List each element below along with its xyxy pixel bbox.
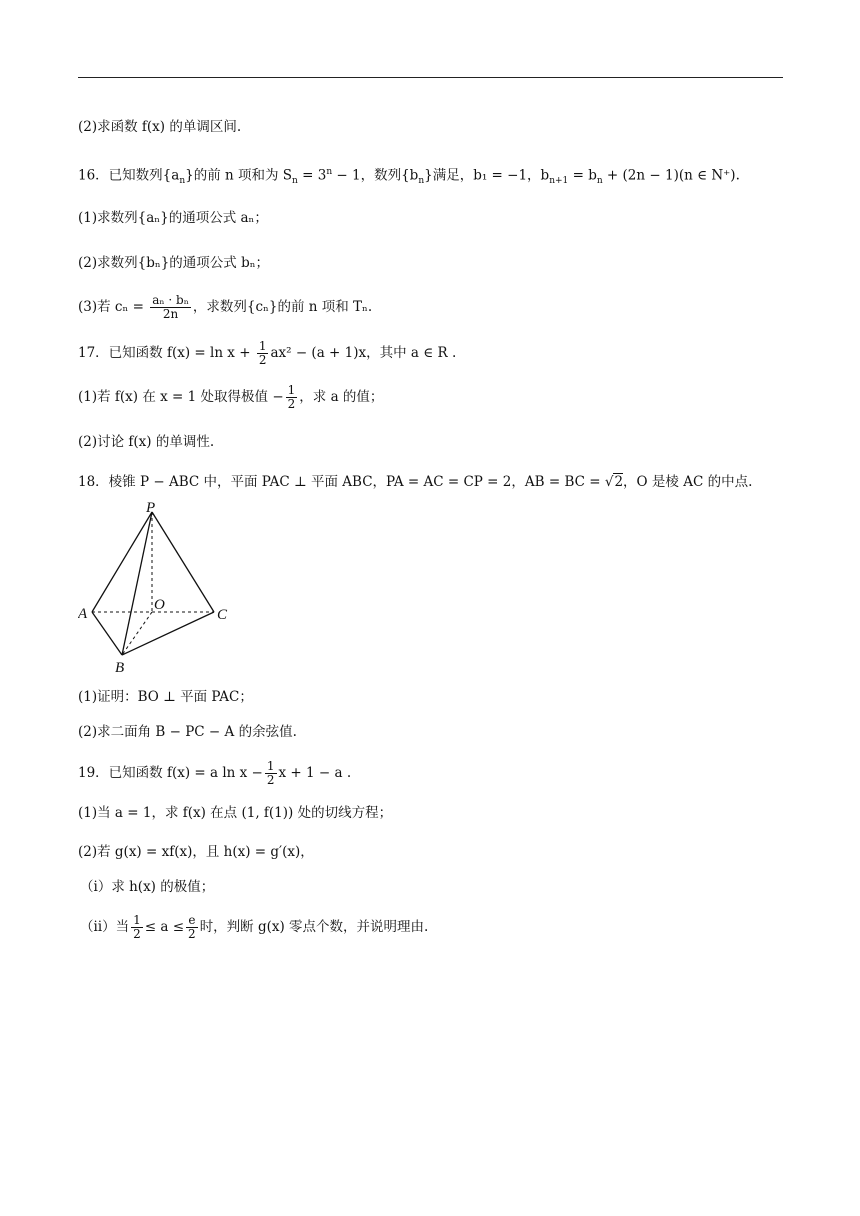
q19-fraction-1 bbox=[131, 914, 143, 941]
q19-part1: (1)当 a = 1，求 f(x) 在点 (1, f(1)) 处的切线方程； bbox=[78, 805, 393, 821]
fraction-numerator: 1 bbox=[266, 759, 275, 773]
q16-part3 bbox=[78, 294, 372, 321]
fraction-numerator: 1 bbox=[287, 383, 296, 397]
q16-part2: (2)求数列{bₙ}的通项公式 bₙ； bbox=[78, 255, 270, 271]
label-B: B bbox=[115, 660, 125, 676]
fraction-denominator: 2 bbox=[266, 773, 275, 787]
q19-part2-ii-pre: （ⅱ）当 bbox=[80, 919, 130, 935]
fraction-numerator: aₙ · bₙ bbox=[152, 293, 189, 307]
q19-part2-ii-mid: ≤ a ≤ bbox=[144, 919, 185, 935]
label-O: O bbox=[154, 597, 165, 613]
q17-part1-fraction bbox=[286, 384, 298, 411]
q19-part2-ii bbox=[80, 914, 428, 941]
q17-stem-fraction bbox=[257, 340, 269, 367]
q18-stem-post: ，O 是棱 AC 的中点. bbox=[623, 474, 753, 490]
q16-part3-post: ，求数列{cₙ}的前 n 项和 Tₙ. bbox=[192, 299, 373, 315]
q19-part2: (2)若 g(x) = xf(x)，且 h(x) = g′(x)， bbox=[78, 844, 314, 860]
pyramid-figure bbox=[78, 500, 238, 678]
q17-stem bbox=[78, 340, 456, 367]
q18-part1: (1)证明：BO ⊥ 平面 PAC； bbox=[78, 689, 253, 705]
q17-stem-pre: 17．已知函数 f(x) = ln x + bbox=[78, 345, 251, 361]
q16-stem-pre: 16．已知数列{a bbox=[78, 167, 180, 184]
q18-part2: (2)求二面角 B − PC − A 的余弦值. bbox=[78, 724, 297, 740]
fraction-numerator: e bbox=[186, 914, 198, 928]
q17-stem-post: ax² − (a + 1)x，其中 a ∈ R . bbox=[270, 345, 457, 361]
q19-part2-i: （ⅰ）求 h(x) 的极值； bbox=[80, 879, 215, 895]
fraction-denominator: 2 bbox=[133, 927, 141, 941]
label-P: P bbox=[146, 500, 156, 516]
label-C: C bbox=[217, 607, 228, 623]
q16-stem-tail: + (2n − 1)(n ∈ N⁺). bbox=[602, 167, 740, 184]
q19-stem-fraction bbox=[265, 760, 277, 787]
fraction-denominator: 2 bbox=[287, 397, 296, 411]
label-A: A bbox=[78, 606, 88, 622]
q19-fraction-2 bbox=[186, 914, 198, 941]
fraction-denominator: 2 bbox=[188, 927, 196, 941]
q19-stem-pre: 19．已知函数 f(x) = a ln x − bbox=[78, 765, 263, 781]
q19-stem bbox=[78, 760, 351, 787]
q19-stem-post: x + 1 − a . bbox=[278, 765, 352, 781]
q16-stem-eq: = 3 bbox=[297, 167, 327, 184]
fraction-numerator: 1 bbox=[133, 913, 141, 927]
q16-stem-rec: = b bbox=[568, 167, 597, 184]
q16-stem: 16．已知数列$\{a_n\}$的前 n 项和为 $S_n = 3^n - 1$，数列$\{b_n\}$满足，b₁ = −1，$b_{n+1} = b_n + (2n - 1)(n$ ∈ N⁺). bbox=[78, 167, 740, 187]
q16-stem-mid: }的前 n 项和为 S bbox=[185, 167, 293, 184]
q18-stem-pre: 18．棱锥 P − ABC 中，平面 PAC ⊥ 平面 ABC，PA = AC = CP = 2，AB = BC = bbox=[78, 474, 601, 490]
q17-part1-pre: (1)若 f(x) 在 x = 1 处取得极值 − bbox=[78, 389, 284, 405]
q16-part3-pre: (3)若 cₙ = bbox=[78, 299, 144, 315]
edge-PA bbox=[92, 512, 152, 612]
q15-part2: (2)求函数 f(x) 的单调区间. bbox=[78, 119, 242, 135]
edge-BC bbox=[122, 612, 214, 655]
q16-stem-end: }满足，b₁ = −1，b bbox=[424, 167, 550, 184]
edge-AB bbox=[92, 612, 122, 655]
q19-part2-ii-post: 时，判断 g(x) 零点个数，并说明理由. bbox=[199, 919, 429, 935]
fraction-numerator: 1 bbox=[258, 339, 267, 353]
q17-part1 bbox=[78, 384, 383, 411]
header-rule bbox=[78, 77, 783, 78]
fraction-denominator: 2 bbox=[258, 353, 267, 367]
q17-part2: (2)讨论 f(x) 的单调性. bbox=[78, 434, 215, 450]
q18-sqrt-value: 2 bbox=[614, 474, 624, 490]
q18-stem: 18．棱锥 P − ABC 中，平面 PAC ⊥ 平面 ABC，PA = AC = CP = 2，AB = BC = √2，O 是棱 AC 的中点. bbox=[78, 474, 753, 490]
fraction-denominator: 2n bbox=[162, 307, 179, 321]
q16-part1: (1)求数列{aₙ}的通项公式 aₙ； bbox=[78, 210, 268, 226]
q16-stem-eq2: − 1，数列{b bbox=[332, 167, 419, 184]
q16-part3-fraction bbox=[150, 294, 191, 321]
q17-part1-post: ，求 a 的值； bbox=[299, 389, 384, 405]
